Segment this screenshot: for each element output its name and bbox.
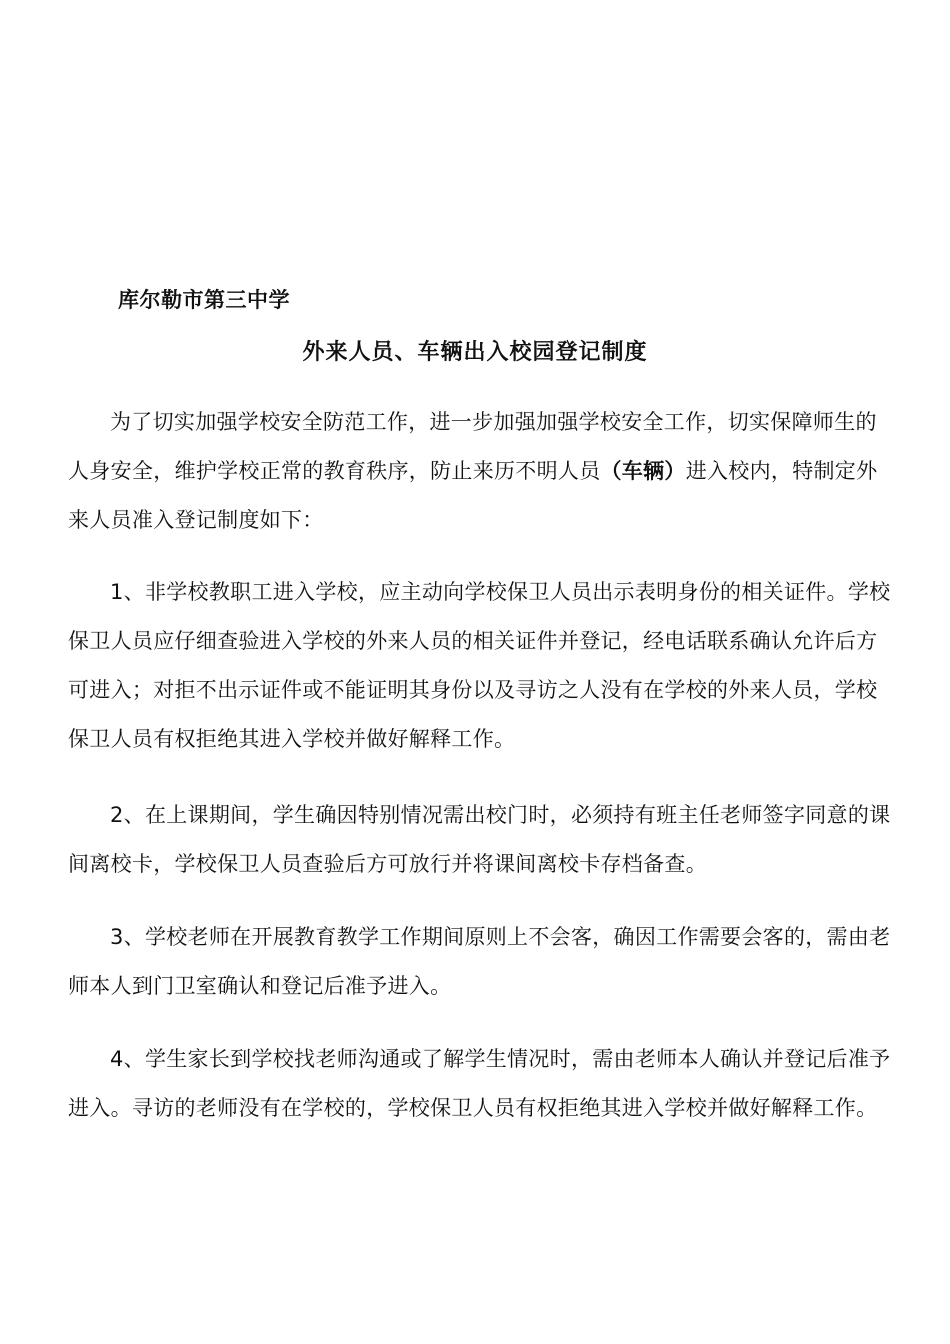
school-name: 库尔勒市第三中学 [118, 288, 290, 312]
rule-paragraph-1: 1、非学校教职工进入学校，应主动向学校保卫人员出示表明身份的相关证件。学校保卫人员应仔细查验进入学校的外来人员的相关证件并登记，经电话联系确认允许后方可进入；对拒不出示证件或不能证明其身份以及寻访之人没有在学校的外来人员，学校保卫人员有权拒绝其进入学校并做好解释工作。 [68, 580, 891, 751]
intro-text-after: 进入校内，特制定外来人员准入登记制度如下： [68, 459, 878, 532]
rule-paragraph-4: 4、学生家长到学校找老师沟通或了解学生情况时，需由老师本人确认并登记后准予进入。寻访的老师没有在学校的，学校保卫人员有权拒绝其进入学校并做好解释工作。 [68, 1047, 891, 1120]
intro-emphasis: （车辆） [600, 459, 686, 483]
rule-paragraph-2: 2、在上课期间，学生确因特别情况需出校门时，必须持有班主任老师签字同意的课间离校卡，学校保卫人员查验后方可放行并将课间离校卡存档备查。 [68, 803, 891, 876]
rule-paragraph-3: 3、学校老师在开展教育教学工作期间原则上不会客，确因工作需要会客的，需由老师本人到门卫室确认和登记后准予进入。 [68, 925, 891, 998]
intro-paragraph [68, 398, 898, 545]
intro-text-before: 为了切实加强学校安全防范工作，进一步加强加强学校安全工作，切实保障师生的人身安全，维护学校正常的教育秩序，防止来历不明人员 [68, 410, 877, 483]
document-title: 外来人员、车辆出入校园登记制度 [302, 340, 648, 365]
